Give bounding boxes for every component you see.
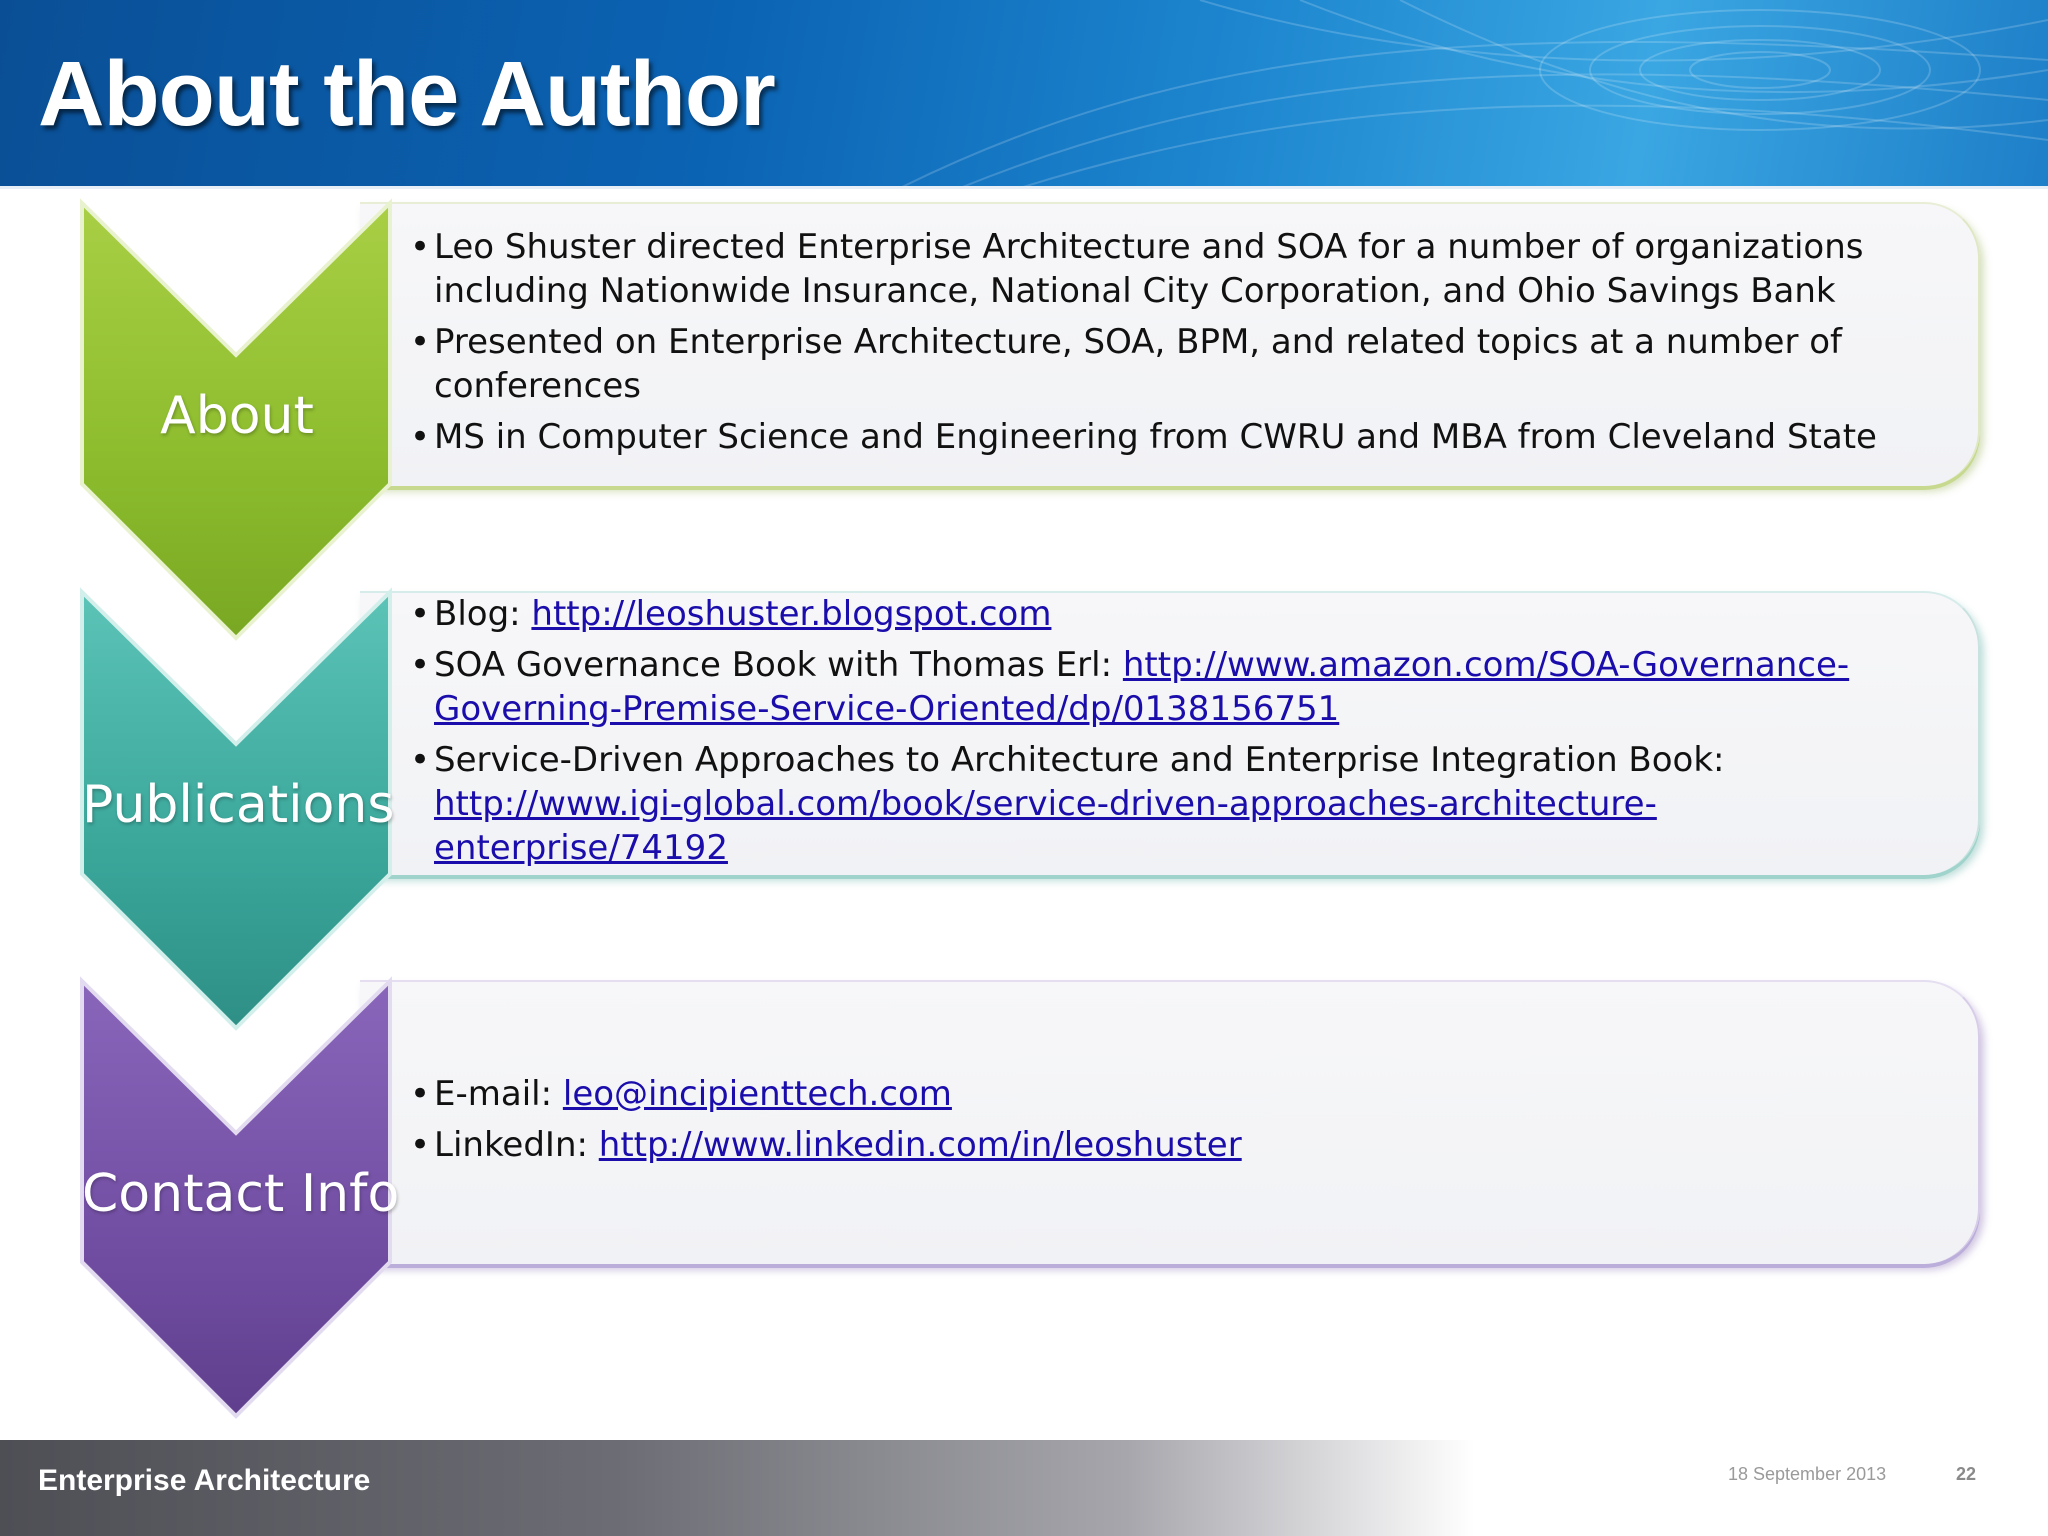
soa-governance-book-link[interactable]: http://www.amazon.com/SOA-Governance-Governing-Premise-Service-Oriented/dp/0138156751 — [434, 644, 1850, 729]
publications-label: Publications — [82, 775, 395, 835]
slide-title: About the Author — [38, 43, 775, 145]
footer-title: Enterprise Architecture — [38, 1464, 371, 1497]
slide-footer — [0, 1440, 2048, 1536]
publications-bullets — [410, 592, 1938, 877]
about-panel — [360, 202, 1980, 486]
about-bullet-2: • Presented on Enterprise Architecture, SOA, BPM, and related topics at a number of conferences — [410, 320, 1938, 408]
about-label: About — [160, 386, 314, 446]
contact-bullets — [410, 1072, 1938, 1174]
publication-service-driven-book: • Service-Driven Approaches to Architecture and Enterprise Integration Book: http://www.igi-global.com/book/service-driven-approaches-architecture-enterprise/74192 — [410, 738, 1938, 870]
blog-link[interactable]: http://leoshuster.blogspot.com — [531, 593, 1052, 634]
email-link[interactable]: leo@incipienttech.com — [562, 1074, 952, 1114]
about-bullets — [410, 225, 1938, 466]
service-driven-book-link[interactable]: http://www.igi-global.com/book/service-driven-approaches-architecture-enterprise/74192 — [434, 783, 1657, 868]
contact-linkedin: • LinkedIn: http://www.linkedin.com/in/leoshuster — [410, 1123, 1938, 1167]
page-number: 22 — [1956, 1464, 1977, 1484]
publication-soa-governance-book: • SOA Governance Book with Thomas Erl: http://www.amazon.com/SOA-Governance-Governing-Premise-Service-Oriented/dp/0138156751 — [410, 643, 1938, 731]
publications-panel — [360, 591, 1980, 875]
about-bullet-1: • Leo Shuster directed Enterprise Architecture and SOA for a number of organizations including Nationwide Insurance, National City Corporation, and Ohio Savings Bank — [410, 225, 1938, 313]
chevron-process-graphic — [0, 0, 400, 1440]
contact-info-label: Contact Info — [82, 1164, 400, 1224]
linkedin-link[interactable]: http://www.linkedin.com/in/leoshuster — [598, 1125, 1242, 1165]
contact-email: • E-mail: leo@incipienttech.com — [410, 1072, 1938, 1116]
footer-date: 18 September 2013 — [1728, 1464, 1887, 1484]
publication-blog: • Blog: http://leoshuster.blogspot.com — [410, 592, 1938, 636]
about-bullet-3: • MS in Computer Science and Engineering from CWRU and MBA from Cleveland State — [410, 415, 1938, 459]
contact-panel — [360, 980, 1980, 1264]
